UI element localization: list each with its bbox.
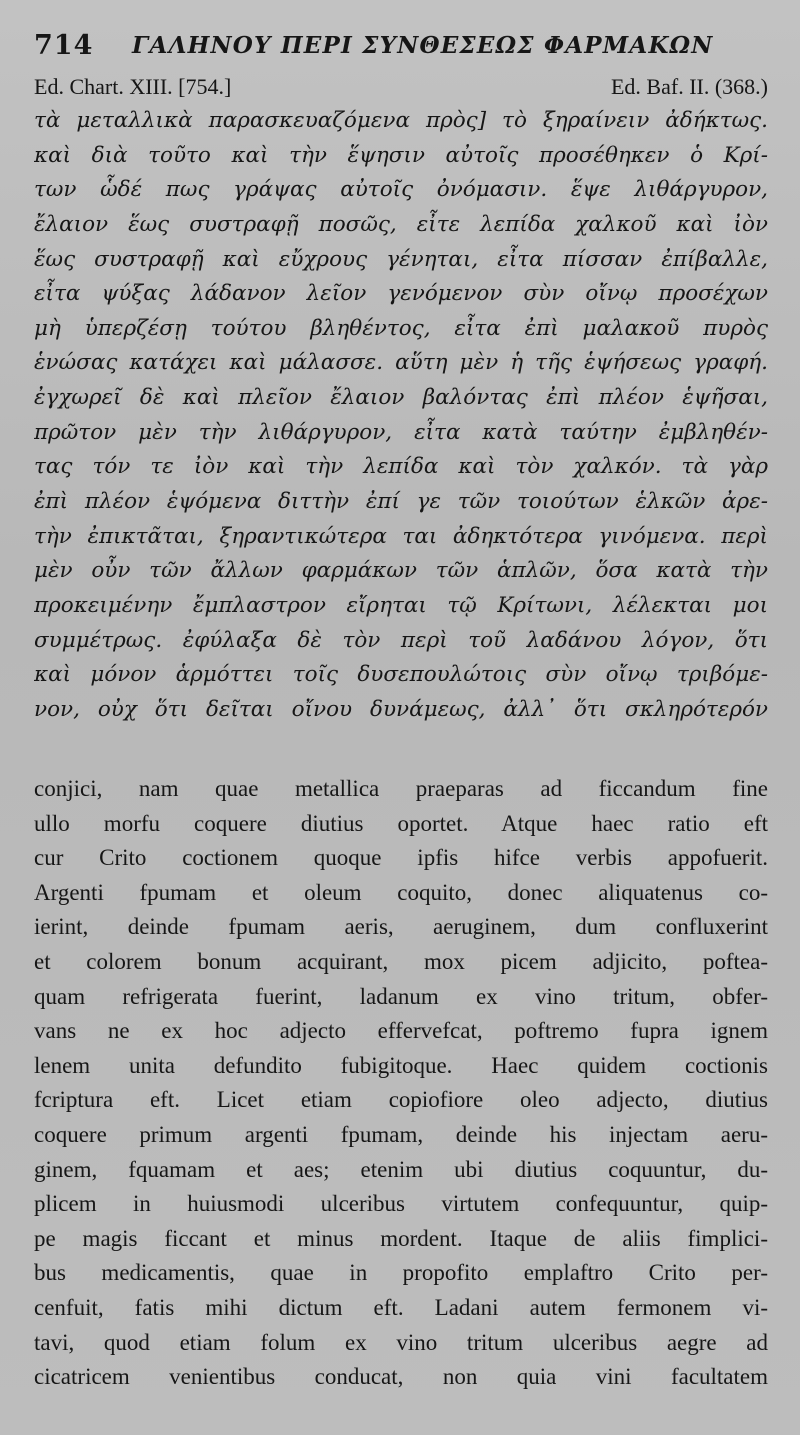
show-through-text	[250, 738, 770, 760]
greek-line: καὶ μόνον ἁρμόττει τοῖς δυσεπουλώτοις σὺν οἴνῳ τριβόμε-	[34, 662, 768, 688]
greek-line: τὰ μεταλλικὰ παρασκευαζόμενα πρὸς] τὸ ξηραίνειν ἀδήκτως.	[34, 108, 768, 133]
latin-line: cicatricem venientibus conducat, non quia vini facultatem	[34, 1364, 768, 1390]
greek-line: εἶτα ψύξας λάδανον λεῖον γενόμενον σὺν οἴνῳ προσέχων	[34, 281, 768, 307]
latin-line: lenem unita defundito fubigitoque. Haec quidem coctionis	[34, 1052, 768, 1078]
greek-line: τὴν ἐπικτᾶται, ξηραντικώτερα ται ἀδηκτότερα γινόμενα. περὶ	[34, 523, 768, 549]
page-header	[34, 28, 774, 62]
greek-line: συμμέτρως. ἐφύλαξα δὲ τὸν περὶ τοῦ λαδάνου λόγον, ὅτι	[34, 627, 768, 653]
edition-basel: Ed. Baf. II. (368.)	[610, 74, 768, 99]
latin-line: tavi, quod etiam folum ex vino tritum ulceribus aegre ad	[34, 1329, 768, 1355]
latin-line: ullo morfu coquere diutius oportet. Atque haec ratio eft	[34, 810, 768, 836]
page-number: 714	[34, 30, 94, 61]
latin-line: conjici, nam quae metallica praeparas ad ficcandum fine	[34, 776, 768, 801]
greek-line: μὲν οὖν τῶν ἄλλων φαρμάκων τῶν ἁπλῶν, ὅσα κατὰ τὴν	[34, 558, 768, 584]
latin-line: et colorem bonum acquirant, mox picem adjicito, poftea-	[34, 948, 768, 974]
latin-line: ierint, deinde fpumam aeris, aeruginem, dum confluxerint	[34, 914, 768, 940]
latin-line: ginem, fquamam et aes; etenim ubi diutius coquuntur, du-	[34, 1156, 768, 1182]
greek-line: καὶ διὰ τοῦτο καὶ τὴν ἕψησιν αὐτοῖς προσέθηκεν ὁ Κρί-	[34, 142, 768, 168]
edition-references	[34, 74, 768, 102]
latin-line: cenfuit, fatis mihi dictum eft. Ladani autem fermonem vi-	[34, 1294, 768, 1320]
greek-line: μὴ ὑπερζέσῃ τούτου βληθέντος, εἶτα ἐπὶ μαλακοῦ πυρὸς	[34, 315, 768, 341]
greek-line: πρῶτον μὲν τὴν λιθάργυρον, εἶτα κατὰ ταύτην ἐμβληθέν-	[34, 419, 768, 445]
greek-line: τας τόν τε ἰὸν καὶ τὴν λεπίδα καὶ τὸν χαλκόν. τὰ γὰρ	[34, 454, 768, 480]
latin-line: pe magis ficcant et minus mordent. Itaque de aliis fimplici-	[34, 1225, 768, 1251]
greek-line: προκειμένην ἔμπλαστρον εἴρηται τῷ Κρίτωνι, λέλεκται μοι	[34, 592, 768, 618]
edition-chartier: Ed. Chart. XIII. [754.]	[34, 74, 232, 99]
greek-line: ἐπὶ πλέον ἑψόμενα διττὴν ἐπί γε τῶν τοιούτων ἑλκῶν ἀρε-	[34, 489, 768, 515]
latin-line: bus medicamentis, quae in propofito emplaftro Crito per-	[34, 1260, 768, 1286]
latin-line: fcriptura eft. Licet etiam copiofiore oleo adjecto, diutius	[34, 1087, 768, 1113]
greek-line: των ὧδέ πως γράψας αὐτοῖς ὀνόμασιν. ἕψε λιθάργυρον,	[34, 177, 768, 203]
latin-line: coquere primum argenti fpumam, deinde his injectam aeru-	[34, 1121, 768, 1147]
latin-text-block	[34, 772, 768, 1395]
latin-line: Argenti fpumam et oleum coquito, donec aliquatenus co-	[34, 879, 768, 905]
greek-line: ἑνώσας κατάχει καὶ μάλασσε. αὕτη μὲν ἡ τῆς ἑψήσεως γραφή.	[34, 350, 768, 376]
greek-text-block	[34, 104, 768, 728]
greek-line: ἕως συστραφῇ καὶ εὔχρους γένηται, εἶτα πίσσαν ἐπίβαλλε,	[34, 246, 768, 272]
latin-line: plicem in huiusmodi ulceribus virtutem confequuntur, quip-	[34, 1191, 768, 1217]
latin-line: quam refrigerata fuerint, ladanum ex vino tritum, obfer-	[34, 983, 768, 1009]
greek-line: νον, οὐχ ὅτι δεῖται οἴνου δυνάμεως, ἀλλ᾽ ὅτι σκληρότερόν	[34, 696, 768, 722]
running-title: ΓΑΛΗΝΟΥ ΠΕΡΙ ΣΥΝΘΕΣΕΩΣ ΦΑΡΜΑΚΩΝ	[132, 32, 714, 59]
latin-line: vans ne ex hoc adjecto effervefcat, poftremo fupra ignem	[34, 1018, 768, 1044]
greek-line: ἐγχωρεῖ δὲ καὶ πλεῖον ἔλαιον βαλόντας ἐπὶ πλέον ἑψῆσαι,	[34, 385, 768, 411]
greek-line: ἔλαιον ἕως συστραφῇ ποσῶς, εἶτε λεπίδα χαλκοῦ καὶ ἰὸν	[34, 211, 768, 237]
latin-line: cur Crito coctionem quoque ipfis hifce verbis appofuerit.	[34, 845, 768, 871]
